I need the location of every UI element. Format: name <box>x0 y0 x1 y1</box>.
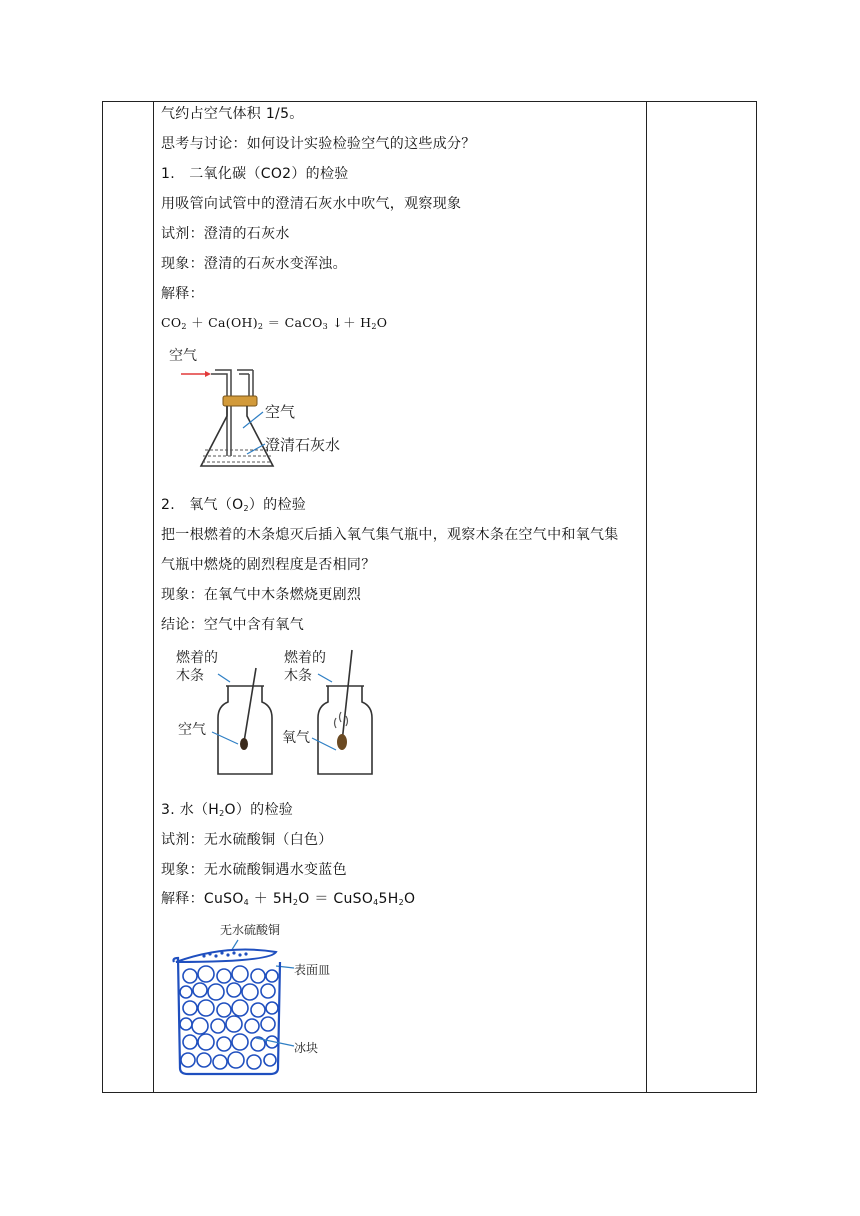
figure2-right-label-2: 木条 <box>284 668 312 684</box>
figure1-water-label: 澄清石灰水 <box>265 436 341 454</box>
cuso4-ice-beaker-figure <box>170 918 370 1084</box>
column-divider-2 <box>646 101 647 1093</box>
text-line: 现象：在氧气中木条燃烧更剧烈 <box>161 587 362 603</box>
text-line: 气瓶中燃烧的剧烈程度是否相同？ <box>161 557 376 573</box>
jar-left <box>218 686 272 774</box>
figure3-dish-label: 表面皿 <box>294 963 331 977</box>
formula-cuso4: 解释：CuSO$_4$ ＋ $5H_2O$ ＝ $CuSO_45H_2O$ <box>161 891 416 907</box>
text-line: 用吸管向试管中的澄清石灰水中吹气，观察现象 <box>161 196 462 212</box>
text-line: 结论：空气中含有氧气 <box>161 617 304 633</box>
text-line: 现象：澄清的石灰水变浑浊。 <box>161 256 347 272</box>
ice-blocks <box>180 966 278 1069</box>
limewater-flask-figure <box>163 338 363 472</box>
jar-right <box>318 686 372 774</box>
figure2-right-label-1: 燃着的 <box>284 650 326 666</box>
arrow-head-icon <box>205 371 211 377</box>
figure3-ice-label: 冰块 <box>294 1041 319 1055</box>
figure2-oxygen-label: 氧气 <box>282 730 310 746</box>
figure2-air-label: 空气 <box>178 722 206 738</box>
figure3-cuso4-label: 无水硫酸铜 <box>220 923 281 937</box>
oxygen-jars-figure <box>168 646 388 780</box>
section-heading-o2: 2. 氧气$(O_2)$的检验 <box>161 497 307 513</box>
text-line: 现象：无水硫酸铜遇水变蓝色 <box>161 862 347 878</box>
text-line: 思考与讨论：如何设计实验检验空气的这些成分？ <box>161 136 476 152</box>
text-line: 解释： <box>161 286 204 302</box>
figure1-inlet-label: 空气 <box>169 348 197 364</box>
text-line: 把一根燃着的木条熄灭后插入氧气集气瓶中，观察木条在空气中和氧气集 <box>161 527 619 543</box>
flask-outline <box>201 406 273 466</box>
column-divider-1 <box>153 101 154 1093</box>
text-line: 气约占空气体积 1/5。 <box>161 106 304 122</box>
text-line: 试剂：澄清的石灰水 <box>161 226 290 242</box>
figure2-left-label-1: 燃着的 <box>176 650 218 666</box>
figure2-left-label-2: 木条 <box>176 668 204 684</box>
section-heading-h2o: 3. 水$(H_2O)$的检验 <box>161 802 294 818</box>
formula-co2: $CO_2 + Ca(OH)_2$ ＝ CaCO$_3$ ↓＋ $H_2O$ <box>161 315 388 331</box>
section-heading-co2: 1. 二氧化碳（CO2）的检验 <box>161 166 349 182</box>
figure1-air-label: 空气 <box>265 403 296 421</box>
text-line: 试剂：无水硫酸铜（白色） <box>161 832 333 848</box>
